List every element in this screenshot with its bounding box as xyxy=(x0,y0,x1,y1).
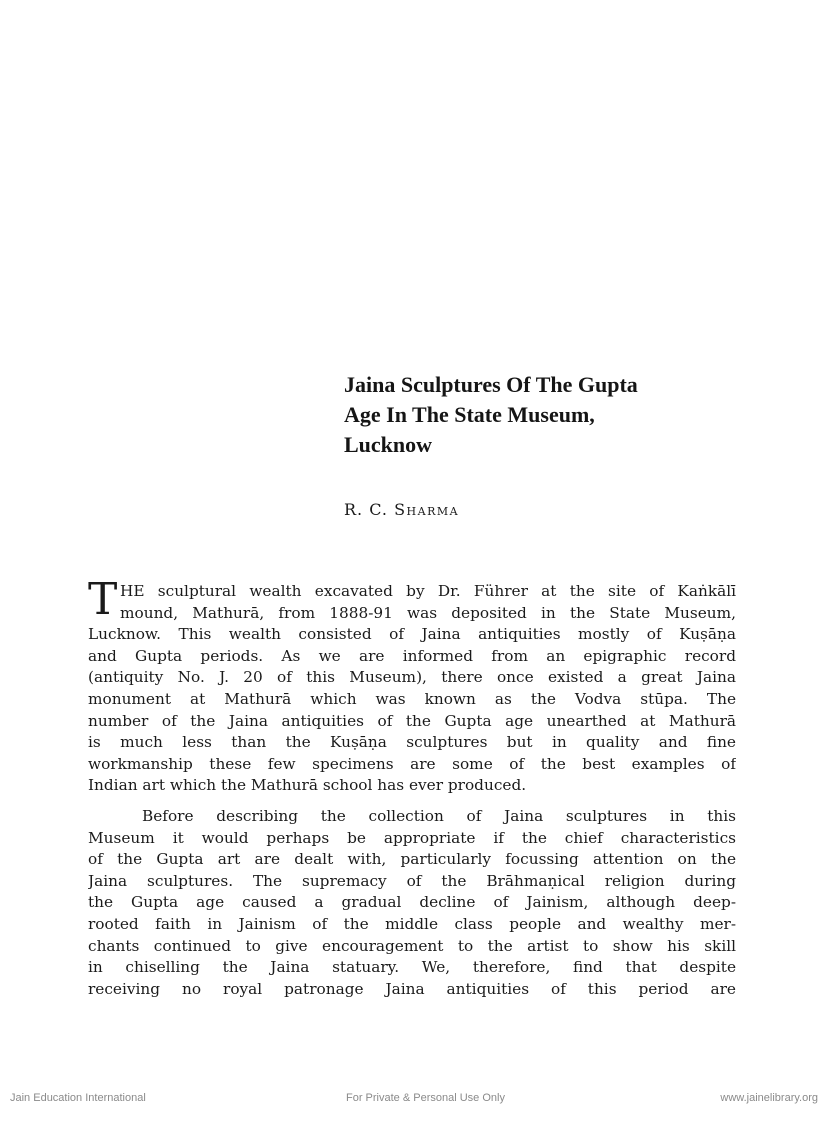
title-line-3: Lucknow xyxy=(344,432,433,457)
paragraph-1-line: mound, Mathurā, from 1888-91 was deposited in the State Museum, xyxy=(120,603,736,622)
paragraph-1-line: and Gupta periods. As we are informed from an epigraphic record xyxy=(88,646,736,665)
paragraph-2-line: in chiselling the Jaina statuary. We, therefore, find that despite xyxy=(88,958,736,977)
paragraph-1-line: Indian art which the Mathurā school has ever produced. xyxy=(88,776,527,795)
footer-usage-note: For Private & Personal Use Only xyxy=(346,1092,505,1104)
paragraph-2 xyxy=(88,806,736,1000)
paragraph-2-line: chants continued to give encouragement to the artist to show his skill xyxy=(88,936,736,955)
paragraph-2-line: Museum it would perhaps be appropriate if the chief characteristics xyxy=(88,828,736,847)
paragraph-2-line: rooted faith in Jainism of the middle class people and wealthy mer- xyxy=(88,914,736,933)
footer-publisher: Jain Education International xyxy=(10,1092,146,1104)
paragraph-2-line: the Gupta age caused a gradual decline of Jainism, although deep- xyxy=(88,893,736,912)
title-line-2: Age In The State Museum, xyxy=(344,402,595,427)
paragraph-2-line: of the Gupta art are dealt with, particularly focussing attention on the xyxy=(88,850,736,869)
paragraph-1-line: workmanship these few specimens are some of the best examples of xyxy=(88,754,736,773)
article-title xyxy=(344,370,784,460)
paragraph-1-line: Lucknow. This wealth consisted of Jaina antiquities mostly of Kuṣāṇa xyxy=(88,625,736,644)
paragraph-1-line: monument at Mathurā which was known as the Vodva stūpa. The xyxy=(88,689,736,708)
paragraph-1-line: number of the Jaina antiquities of the Gupta age unearthed at Mathurā xyxy=(88,711,736,730)
title-line-1: Jaina Sculptures Of The Gupta xyxy=(344,372,638,397)
paragraph-2-line: Before describing the collection of Jaina sculptures in this xyxy=(142,806,736,825)
author-byline xyxy=(344,500,459,519)
paragraph-2-line: Jaina sculptures. The supremacy of the Brāhmaṇical religion during xyxy=(88,871,736,890)
paragraph-1-line: (antiquity No. J. 20 of this Museum), there once existed a great Jaina xyxy=(88,668,736,687)
paragraph-1-line: HE sculptural wealth excavated by Dr. Führer at the site of Kaṅkālī xyxy=(120,582,736,600)
paragraph-2-line: receiving no royal patronage Jaina antiquities of this period are xyxy=(88,979,736,998)
paragraph-spacer xyxy=(88,797,736,806)
article-body xyxy=(88,581,736,1000)
drop-cap: T xyxy=(88,574,118,625)
paragraph-1 xyxy=(88,581,736,797)
author-initials: R. C. xyxy=(344,500,388,519)
footer-website-link[interactable]: www.jainelibrary.org xyxy=(720,1092,818,1104)
author-surname: Sharma xyxy=(394,500,460,519)
paragraph-1-line: is much less than the Kuṣāṇa sculptures but in quality and fine xyxy=(88,733,736,752)
